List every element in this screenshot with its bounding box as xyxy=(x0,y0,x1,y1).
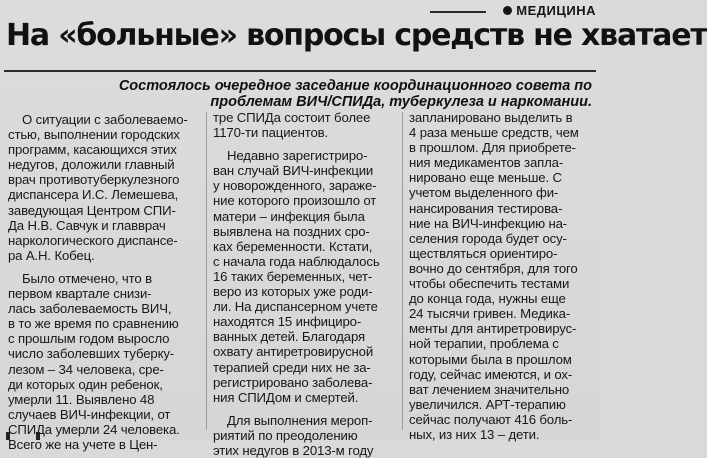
article-line: умерли 11. Выявлено 48 xyxy=(8,391,155,407)
article-line: недугов, доложили главный xyxy=(8,157,175,173)
article-line: которыми была в прошлом xyxy=(409,351,572,367)
lead-line: Состоялось очередное заседание координационного совета по xyxy=(118,78,592,94)
article-line: заведующая Центром СПИ- xyxy=(8,202,176,218)
article-line: лась заболеваемость ВИЧ, xyxy=(8,301,172,317)
article-line: Да Н.В. Савчук и главврач xyxy=(8,217,166,233)
article-line: чтобы обеспечить тестами xyxy=(409,276,570,292)
article-line: в то же время по сравнению xyxy=(8,316,179,332)
paragraph-gap xyxy=(213,405,380,413)
article-line: случаев ВИЧ-инфекции, от xyxy=(8,406,171,422)
article-line: Недавно зарегистриро- xyxy=(227,148,368,164)
article-line: ди которых один ребенок, xyxy=(8,376,163,392)
article-line: с прошлым годом выросло xyxy=(8,331,170,347)
article-line: ных, из них 13 – дети. xyxy=(409,426,540,442)
article-line: 4 раза меньше средств, чем xyxy=(409,125,579,141)
article-line: до конца года, нужны еще xyxy=(409,291,566,307)
corner-mark xyxy=(6,432,40,440)
article-line: сейчас получают 416 боль- xyxy=(409,411,573,427)
article-line: ние на ВИЧ-инфекцию на- xyxy=(409,215,568,231)
article-line: тре СПИДа состоит более xyxy=(213,110,371,125)
article-line: ния СПИДом и смертей. xyxy=(213,389,359,405)
article-line: увеличился. АРТ-терапию xyxy=(409,396,566,412)
article-line: диспансера И.С. Лемешева, xyxy=(8,187,179,203)
rubric-rule xyxy=(430,11,486,13)
article-line: регистрировано заболева- xyxy=(213,374,373,390)
article-line: Было отмечено, что в xyxy=(22,270,152,286)
article-line: учетом выделенного фи- xyxy=(409,185,559,201)
article-column-1 xyxy=(8,112,188,452)
article-line: с начала года наблюдалось xyxy=(213,253,380,269)
article-line: 1170-ти пациентов. xyxy=(213,125,329,141)
lead-line: проблемам ВИЧ/СПИДа, туберкулеза и наркомании. xyxy=(210,94,592,110)
article-line: число заболевших туберку- xyxy=(8,346,175,362)
article-line: менты для антиретровирус- xyxy=(409,321,577,337)
lead-paragraph xyxy=(92,78,592,110)
headline-rule xyxy=(4,70,596,72)
article-line: ществляться ориентиро- xyxy=(409,245,558,261)
article-line: наркологического диспансе- xyxy=(8,232,178,248)
article-line: нансирования тестирова- xyxy=(409,200,563,216)
column-divider xyxy=(206,112,207,430)
article-line: терапией среди них не за- xyxy=(213,359,371,375)
article-line: находятся 15 инфициро- xyxy=(213,314,362,330)
paragraph-gap xyxy=(8,263,188,271)
article-line: матери – инфекция была xyxy=(213,208,365,224)
article-line: запланировано выделить в xyxy=(409,110,573,125)
article-line: ние которого произошло от xyxy=(213,193,377,209)
article-line: СПИДа умерли 24 человека. xyxy=(8,421,180,437)
rubric-label: МЕДИЦИНА xyxy=(516,3,596,18)
paragraph-gap xyxy=(213,140,380,148)
article-line: ванных детей. Благодаря xyxy=(213,329,366,345)
article-column-2 xyxy=(213,110,380,458)
article-line: ли. На диспансерном учете xyxy=(213,299,378,315)
article-line: программ, касающихся этих xyxy=(8,142,177,158)
article-line: охвату антиретровирусной xyxy=(213,344,374,360)
article-line: ван случай ВИЧ-инфекции xyxy=(213,163,374,179)
article-line: 24 тысячи гривен. Медика- xyxy=(409,306,571,322)
article-line: стью, выполнении городских xyxy=(8,127,180,143)
article-line: О ситуации с заболеваемо- xyxy=(22,112,188,127)
article-line: ной терапии, проблема с xyxy=(409,336,559,352)
article-line: ках беременности. Кстати, xyxy=(213,238,373,254)
article-line: ват лечением значительно xyxy=(409,381,570,397)
bullet-dot-icon xyxy=(503,6,512,15)
article-line: лезом – 34 человека, сре- xyxy=(8,361,164,377)
article-column-3 xyxy=(409,110,579,442)
article-line: риятий по преодолению xyxy=(213,427,358,443)
headline: На «больные» вопросы средств не хватает xyxy=(6,18,707,53)
article-line: Всего же на учете в Цен- xyxy=(8,436,158,452)
article-line: врач противотуберкулезного xyxy=(8,172,180,188)
article-line: у новорожденного, зараже- xyxy=(213,178,377,194)
article-line: в прошлом. Для приобрете- xyxy=(409,140,576,156)
article-line: селения города будет осу- xyxy=(409,230,567,246)
article-line: вочно до сентября, для того xyxy=(409,260,578,276)
article-line: этих недугов в 2013-м году xyxy=(213,442,374,458)
article-line: выявлена на поздних сро- xyxy=(213,223,370,239)
article-line: 16 таких беременных, чет- xyxy=(213,268,373,284)
article-line: году, сейчас имеются, и ох- xyxy=(409,366,573,382)
article-line: нировано еще меньше. С xyxy=(409,170,562,186)
article-line: ра А.Н. Кобец. xyxy=(8,247,95,263)
article-line: Для выполнения мероп- xyxy=(227,412,373,428)
article-line: первом квартале снизи- xyxy=(8,286,152,302)
column-divider xyxy=(402,112,403,430)
article-line: веро из которых уже роди- xyxy=(213,284,373,300)
article-line: ния медикаментов запла- xyxy=(409,155,564,171)
